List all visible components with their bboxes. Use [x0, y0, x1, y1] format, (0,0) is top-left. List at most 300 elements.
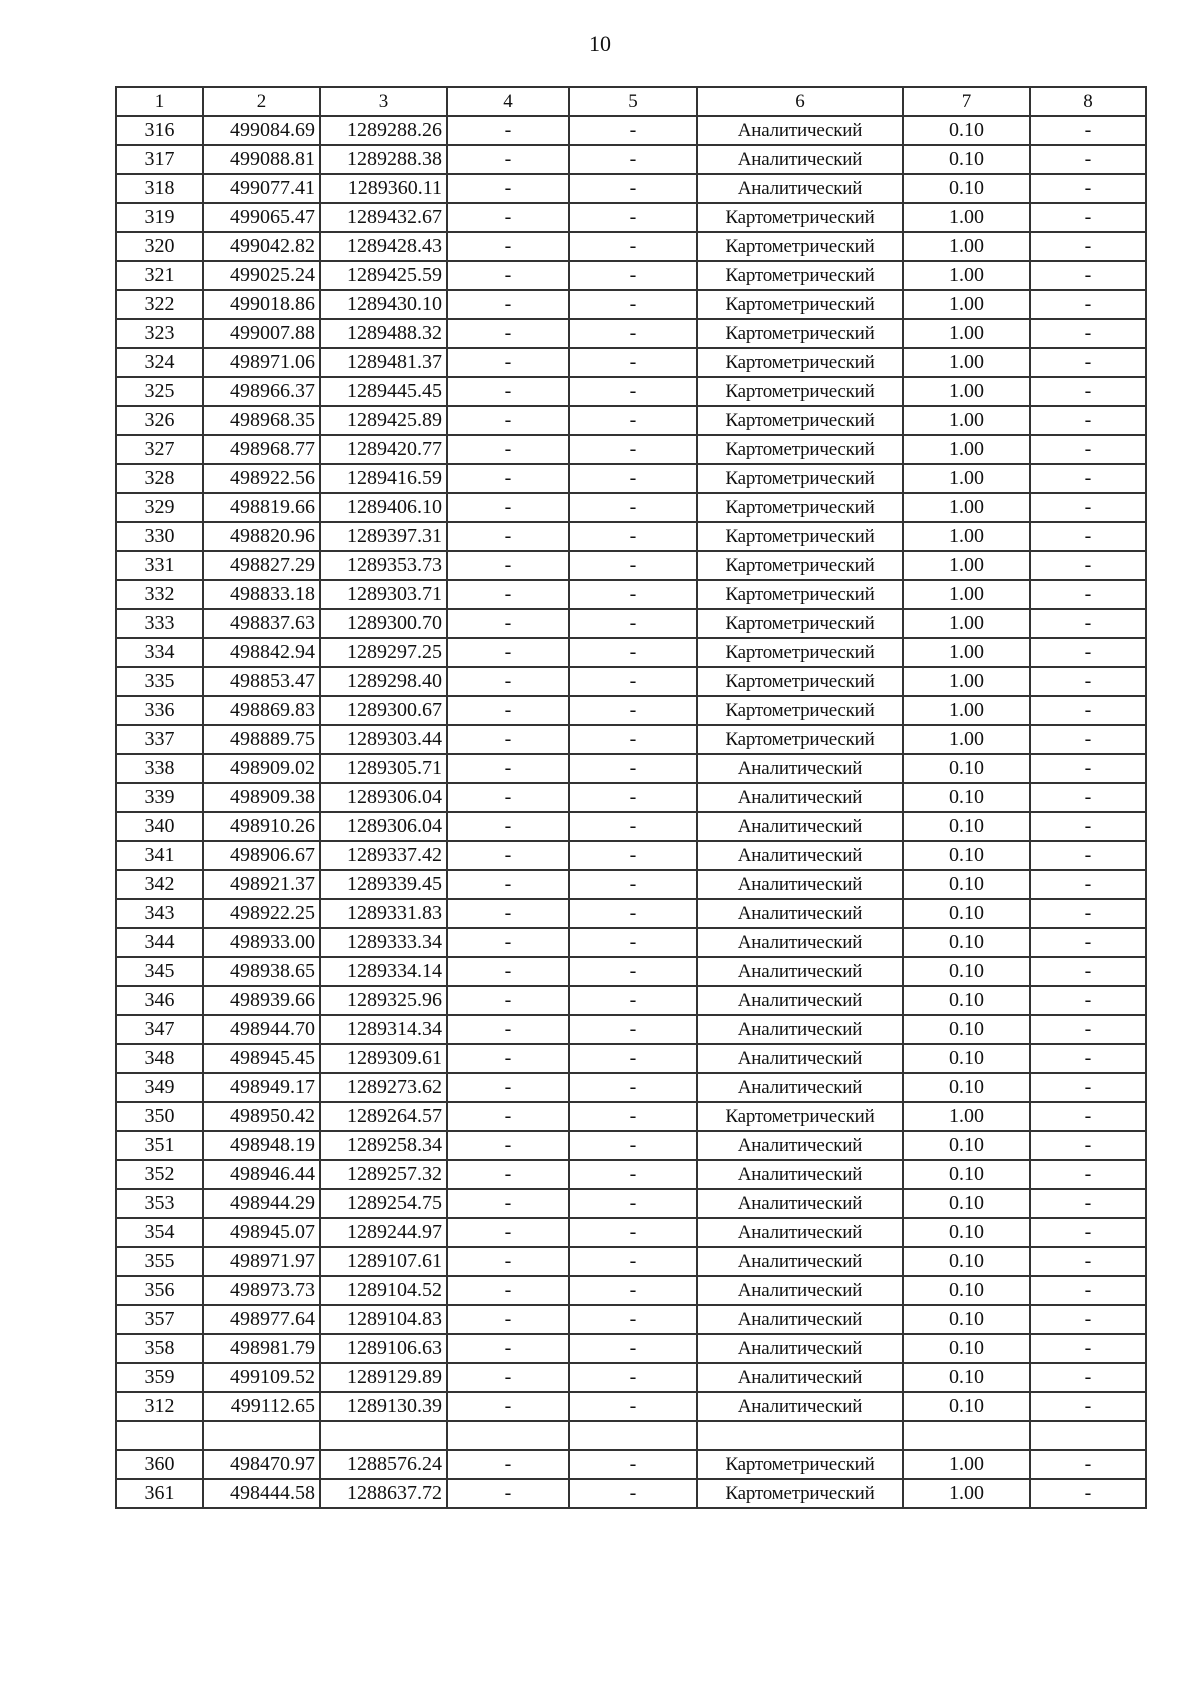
col-8-cell: - — [1030, 435, 1146, 464]
col-4-cell: - — [447, 1189, 569, 1218]
point-number-cell: 350 — [116, 1102, 203, 1131]
point-number-cell: 346 — [116, 986, 203, 1015]
point-number-cell: 340 — [116, 812, 203, 841]
col-8-cell: - — [1030, 348, 1146, 377]
y-coordinate-cell: 1289106.63 — [320, 1334, 447, 1363]
method-cell: Аналитический — [697, 986, 903, 1015]
y-coordinate-cell: 1289353.73 — [320, 551, 447, 580]
col-5-cell: - — [569, 290, 697, 319]
x-coordinate-cell: 498889.75 — [203, 725, 320, 754]
col-5-cell: - — [569, 145, 697, 174]
col-4-cell: - — [447, 174, 569, 203]
point-number-cell: 348 — [116, 1044, 203, 1073]
col-8-cell: - — [1030, 696, 1146, 725]
accuracy-cell: 0.10 — [903, 1305, 1030, 1334]
method-cell: Картометрический — [697, 261, 903, 290]
col-5-cell: - — [569, 638, 697, 667]
method-cell: Аналитический — [697, 812, 903, 841]
method-cell: Аналитический — [697, 783, 903, 812]
method-cell: Картометрический — [697, 1450, 903, 1479]
accuracy-cell: 0.10 — [903, 1276, 1030, 1305]
method-cell: Аналитический — [697, 1334, 903, 1363]
method-cell: Картометрический — [697, 232, 903, 261]
col-4-cell: - — [447, 1479, 569, 1508]
point-number-cell: 321 — [116, 261, 203, 290]
method-cell: Картометрический — [697, 1102, 903, 1131]
table-row — [116, 638, 1146, 667]
x-coordinate-cell: 498968.77 — [203, 435, 320, 464]
table-row — [116, 986, 1146, 1015]
x-coordinate-cell: 498977.64 — [203, 1305, 320, 1334]
accuracy-cell: 1.00 — [903, 580, 1030, 609]
x-coordinate-cell: 499042.82 — [203, 232, 320, 261]
x-coordinate-cell: 498910.26 — [203, 812, 320, 841]
point-number-cell: 327 — [116, 435, 203, 464]
page-number: 10 — [589, 31, 611, 56]
x-coordinate-cell: 499088.81 — [203, 145, 320, 174]
method-cell: Аналитический — [697, 174, 903, 203]
point-number-cell: 344 — [116, 928, 203, 957]
x-coordinate-cell: 499084.69 — [203, 116, 320, 145]
header-cell: 3 — [320, 87, 447, 116]
y-coordinate-cell: 1289488.32 — [320, 319, 447, 348]
y-coordinate-cell: 1289420.77 — [320, 435, 447, 464]
col-4-cell: - — [447, 1102, 569, 1131]
x-coordinate-cell: 498944.29 — [203, 1189, 320, 1218]
col-4-cell: - — [447, 1276, 569, 1305]
point-number-cell: 347 — [116, 1015, 203, 1044]
col-8-cell: - — [1030, 116, 1146, 145]
col-4-cell: - — [447, 377, 569, 406]
header-row — [116, 87, 1146, 116]
col-5-cell: - — [569, 348, 697, 377]
col-8-cell: - — [1030, 986, 1146, 1015]
col-4-cell: - — [447, 435, 569, 464]
method-cell: Картометрический — [697, 493, 903, 522]
x-coordinate-cell: 498946.44 — [203, 1160, 320, 1189]
method-cell: Картометрический — [697, 377, 903, 406]
col-4-cell: - — [447, 1160, 569, 1189]
method-cell: Аналитический — [697, 754, 903, 783]
y-coordinate-cell: 1289244.97 — [320, 1218, 447, 1247]
table-row — [116, 1015, 1146, 1044]
col-8-cell: - — [1030, 1160, 1146, 1189]
table-row — [116, 1334, 1146, 1363]
table-row — [116, 174, 1146, 203]
method-cell: Аналитический — [697, 116, 903, 145]
y-coordinate-cell: 1289306.04 — [320, 783, 447, 812]
method-cell: Картометрический — [697, 696, 903, 725]
col-8-cell: - — [1030, 609, 1146, 638]
col-5-cell: - — [569, 1218, 697, 1247]
x-coordinate-cell: 498869.83 — [203, 696, 320, 725]
accuracy-cell: 1.00 — [903, 203, 1030, 232]
col-4-cell: - — [447, 986, 569, 1015]
accuracy-cell: 0.10 — [903, 841, 1030, 870]
col-4-cell: - — [447, 203, 569, 232]
accuracy-cell: 0.10 — [903, 116, 1030, 145]
col-4-cell — [447, 1421, 569, 1450]
accuracy-cell: 0.10 — [903, 174, 1030, 203]
y-coordinate-cell: 1288576.24 — [320, 1450, 447, 1479]
col-8-cell: - — [1030, 1102, 1146, 1131]
col-5-cell: - — [569, 957, 697, 986]
col-5-cell: - — [569, 870, 697, 899]
col-8-cell: - — [1030, 1015, 1146, 1044]
table-row — [116, 145, 1146, 174]
table-row — [116, 1073, 1146, 1102]
y-coordinate-cell: 1289425.59 — [320, 261, 447, 290]
col-5-cell: - — [569, 754, 697, 783]
col-5-cell: - — [569, 1334, 697, 1363]
col-8-cell: - — [1030, 783, 1146, 812]
x-coordinate-cell: 499077.41 — [203, 174, 320, 203]
col-8-cell: - — [1030, 1392, 1146, 1421]
col-5-cell: - — [569, 116, 697, 145]
method-cell: Картометрический — [697, 580, 903, 609]
table-row — [116, 290, 1146, 319]
col-5-cell: - — [569, 899, 697, 928]
point-number-cell: 329 — [116, 493, 203, 522]
point-number-cell: 326 — [116, 406, 203, 435]
method-cell: Картометрический — [697, 725, 903, 754]
x-coordinate-cell: 498981.79 — [203, 1334, 320, 1363]
y-coordinate-cell: 1289303.71 — [320, 580, 447, 609]
col-8-cell: - — [1030, 1334, 1146, 1363]
x-coordinate-cell: 498933.00 — [203, 928, 320, 957]
col-5-cell: - — [569, 783, 697, 812]
point-number-cell: 336 — [116, 696, 203, 725]
y-coordinate-cell: 1289254.75 — [320, 1189, 447, 1218]
accuracy-cell: 0.10 — [903, 1160, 1030, 1189]
table-row — [116, 899, 1146, 928]
x-coordinate-cell: 498945.07 — [203, 1218, 320, 1247]
col-5-cell: - — [569, 551, 697, 580]
col-5-cell: - — [569, 1305, 697, 1334]
col-5-cell: - — [569, 435, 697, 464]
table-row — [116, 435, 1146, 464]
method-cell: Аналитический — [697, 145, 903, 174]
header-cell: 5 — [569, 87, 697, 116]
col-8-cell: - — [1030, 1479, 1146, 1508]
col-8-cell: - — [1030, 1363, 1146, 1392]
col-4-cell: - — [447, 551, 569, 580]
col-4-cell: - — [447, 1392, 569, 1421]
y-coordinate-cell: 1289104.83 — [320, 1305, 447, 1334]
point-number-cell: 349 — [116, 1073, 203, 1102]
col-5-cell: - — [569, 377, 697, 406]
accuracy-cell: 1.00 — [903, 1450, 1030, 1479]
point-number-cell: 323 — [116, 319, 203, 348]
y-coordinate-cell: 1289130.39 — [320, 1392, 447, 1421]
col-4-cell: - — [447, 1334, 569, 1363]
col-4-cell: - — [447, 1305, 569, 1334]
col-5-cell: - — [569, 464, 697, 493]
col-8-cell: - — [1030, 290, 1146, 319]
coordinates-table — [115, 86, 1147, 1509]
y-coordinate-cell: 1289298.40 — [320, 667, 447, 696]
y-coordinate-cell: 1289303.44 — [320, 725, 447, 754]
y-coordinate-cell: 1289428.43 — [320, 232, 447, 261]
accuracy-cell: 0.10 — [903, 783, 1030, 812]
y-coordinate-cell: 1289300.70 — [320, 609, 447, 638]
y-coordinate-cell: 1289339.45 — [320, 870, 447, 899]
col-5-cell: - — [569, 667, 697, 696]
accuracy-cell — [903, 1421, 1030, 1450]
col-8-cell: - — [1030, 464, 1146, 493]
x-coordinate-cell: 498819.66 — [203, 493, 320, 522]
col-4-cell: - — [447, 1450, 569, 1479]
y-coordinate-cell: 1289360.11 — [320, 174, 447, 203]
x-coordinate-cell: 498906.67 — [203, 841, 320, 870]
table-row — [116, 1102, 1146, 1131]
table-row — [116, 1160, 1146, 1189]
col-5-cell: - — [569, 696, 697, 725]
y-coordinate-cell: 1289288.26 — [320, 116, 447, 145]
header-cell: 6 — [697, 87, 903, 116]
table-row — [116, 551, 1146, 580]
y-coordinate-cell: 1289264.57 — [320, 1102, 447, 1131]
x-coordinate-cell: 498827.29 — [203, 551, 320, 580]
accuracy-cell: 0.10 — [903, 1131, 1030, 1160]
header-cell: 4 — [447, 87, 569, 116]
x-coordinate-cell: 498939.66 — [203, 986, 320, 1015]
col-4-cell: - — [447, 1073, 569, 1102]
y-coordinate-cell: 1289258.34 — [320, 1131, 447, 1160]
col-5-cell: - — [569, 812, 697, 841]
y-coordinate-cell: 1289257.32 — [320, 1160, 447, 1189]
col-5-cell: - — [569, 203, 697, 232]
accuracy-cell: 1.00 — [903, 435, 1030, 464]
method-cell: Аналитический — [697, 1363, 903, 1392]
point-number-cell: 351 — [116, 1131, 203, 1160]
accuracy-cell: 1.00 — [903, 348, 1030, 377]
method-cell: Аналитический — [697, 1305, 903, 1334]
col-4-cell: - — [447, 493, 569, 522]
accuracy-cell: 0.10 — [903, 1363, 1030, 1392]
header-cell: 8 — [1030, 87, 1146, 116]
x-coordinate-cell: 499065.47 — [203, 203, 320, 232]
col-4-cell: - — [447, 609, 569, 638]
col-8-cell: - — [1030, 725, 1146, 754]
x-coordinate-cell: 498470.97 — [203, 1450, 320, 1479]
y-coordinate-cell: 1289314.34 — [320, 1015, 447, 1044]
point-number-cell: 358 — [116, 1334, 203, 1363]
method-cell — [697, 1421, 903, 1450]
table-row — [116, 493, 1146, 522]
table-row — [116, 406, 1146, 435]
table-row — [116, 1479, 1146, 1508]
point-number-cell: 324 — [116, 348, 203, 377]
accuracy-cell: 1.00 — [903, 406, 1030, 435]
method-cell: Картометрический — [697, 1479, 903, 1508]
col-8-cell: - — [1030, 841, 1146, 870]
method-cell: Аналитический — [697, 1189, 903, 1218]
x-coordinate-cell: 498971.97 — [203, 1247, 320, 1276]
method-cell: Аналитический — [697, 841, 903, 870]
col-4-cell: - — [447, 348, 569, 377]
y-coordinate-cell: 1289300.67 — [320, 696, 447, 725]
table-row — [116, 1247, 1146, 1276]
table-row — [116, 957, 1146, 986]
col-8-cell: - — [1030, 203, 1146, 232]
point-number-cell: 353 — [116, 1189, 203, 1218]
col-8-cell: - — [1030, 406, 1146, 435]
accuracy-cell: 0.10 — [903, 1334, 1030, 1363]
x-coordinate-cell: 498444.58 — [203, 1479, 320, 1508]
accuracy-cell: 1.00 — [903, 261, 1030, 290]
col-8-cell: - — [1030, 638, 1146, 667]
accuracy-cell: 0.10 — [903, 812, 1030, 841]
method-cell: Картометрический — [697, 406, 903, 435]
point-number-cell: 331 — [116, 551, 203, 580]
accuracy-cell: 1.00 — [903, 1102, 1030, 1131]
y-coordinate-cell: 1289432.67 — [320, 203, 447, 232]
y-coordinate-cell: 1289430.10 — [320, 290, 447, 319]
table-row — [116, 841, 1146, 870]
accuracy-cell: 1.00 — [903, 667, 1030, 696]
method-cell: Аналитический — [697, 1015, 903, 1044]
col-5-cell: - — [569, 1131, 697, 1160]
y-coordinate-cell: 1289309.61 — [320, 1044, 447, 1073]
col-5-cell: - — [569, 928, 697, 957]
col-8-cell: - — [1030, 928, 1146, 957]
table-row — [116, 812, 1146, 841]
table-row — [116, 1305, 1146, 1334]
col-8-cell: - — [1030, 377, 1146, 406]
point-number-cell: 339 — [116, 783, 203, 812]
method-cell: Картометрический — [697, 638, 903, 667]
accuracy-cell: 1.00 — [903, 319, 1030, 348]
col-4-cell: - — [447, 1363, 569, 1392]
col-4-cell: - — [447, 928, 569, 957]
accuracy-cell: 1.00 — [903, 696, 1030, 725]
point-number-cell: 322 — [116, 290, 203, 319]
col-5-cell: - — [569, 493, 697, 522]
y-coordinate-cell: 1289331.83 — [320, 899, 447, 928]
col-5-cell: - — [569, 1160, 697, 1189]
col-8-cell: - — [1030, 1073, 1146, 1102]
col-8-cell: - — [1030, 1189, 1146, 1218]
table-row — [116, 1044, 1146, 1073]
point-number-cell: 317 — [116, 145, 203, 174]
y-coordinate-cell: 1289107.61 — [320, 1247, 447, 1276]
point-number-cell: 312 — [116, 1392, 203, 1421]
col-5-cell: - — [569, 1189, 697, 1218]
point-number-cell: 337 — [116, 725, 203, 754]
x-coordinate-cell: 498922.25 — [203, 899, 320, 928]
accuracy-cell: 0.10 — [903, 145, 1030, 174]
table-row — [116, 783, 1146, 812]
header-cell: 1 — [116, 87, 203, 116]
point-number-cell — [116, 1421, 203, 1450]
col-8-cell: - — [1030, 261, 1146, 290]
col-5-cell: - — [569, 174, 697, 203]
col-4-cell: - — [447, 1247, 569, 1276]
point-number-cell: 335 — [116, 667, 203, 696]
col-5-cell: - — [569, 1363, 697, 1392]
col-4-cell: - — [447, 580, 569, 609]
col-4-cell: - — [447, 1218, 569, 1247]
accuracy-cell: 0.10 — [903, 899, 1030, 928]
table-body — [116, 116, 1146, 1508]
method-cell: Картометрический — [697, 319, 903, 348]
col-4-cell: - — [447, 957, 569, 986]
method-cell: Картометрический — [697, 435, 903, 464]
x-coordinate-cell: 498948.19 — [203, 1131, 320, 1160]
table-row — [116, 928, 1146, 957]
method-cell: Аналитический — [697, 928, 903, 957]
col-5-cell: - — [569, 1073, 697, 1102]
y-coordinate-cell: 1289273.62 — [320, 1073, 447, 1102]
col-8-cell: - — [1030, 812, 1146, 841]
col-5-cell: - — [569, 1044, 697, 1073]
accuracy-cell: 0.10 — [903, 870, 1030, 899]
table-row — [116, 377, 1146, 406]
col-5-cell: - — [569, 841, 697, 870]
col-5-cell: - — [569, 232, 697, 261]
x-coordinate-cell: 498973.73 — [203, 1276, 320, 1305]
col-8-cell: - — [1030, 899, 1146, 928]
accuracy-cell: 1.00 — [903, 725, 1030, 754]
method-cell: Картометрический — [697, 203, 903, 232]
x-coordinate-cell: 498820.96 — [203, 522, 320, 551]
col-4-cell: - — [447, 406, 569, 435]
x-coordinate-cell: 498921.37 — [203, 870, 320, 899]
x-coordinate-cell: 498944.70 — [203, 1015, 320, 1044]
col-5-cell: - — [569, 261, 697, 290]
col-4-cell: - — [447, 812, 569, 841]
y-coordinate-cell: 1289333.34 — [320, 928, 447, 957]
table-row — [116, 580, 1146, 609]
y-coordinate-cell: 1289334.14 — [320, 957, 447, 986]
x-coordinate-cell: 498842.94 — [203, 638, 320, 667]
accuracy-cell: 0.10 — [903, 754, 1030, 783]
col-5-cell: - — [569, 1479, 697, 1508]
method-cell: Картометрический — [697, 522, 903, 551]
accuracy-cell: 1.00 — [903, 638, 1030, 667]
col-5-cell: - — [569, 319, 697, 348]
accuracy-cell: 1.00 — [903, 232, 1030, 261]
method-cell: Аналитический — [697, 1131, 903, 1160]
x-coordinate-cell: 498971.06 — [203, 348, 320, 377]
col-8-cell: - — [1030, 232, 1146, 261]
x-coordinate-cell: 499109.52 — [203, 1363, 320, 1392]
table-row — [116, 667, 1146, 696]
col-8-cell: - — [1030, 1131, 1146, 1160]
table-row — [116, 1392, 1146, 1421]
method-cell: Картометрический — [697, 348, 903, 377]
point-number-cell: 338 — [116, 754, 203, 783]
method-cell: Аналитический — [697, 899, 903, 928]
x-coordinate-cell: 499007.88 — [203, 319, 320, 348]
accuracy-cell: 0.10 — [903, 1247, 1030, 1276]
col-8-cell: - — [1030, 145, 1146, 174]
x-coordinate-cell: 498833.18 — [203, 580, 320, 609]
col-8-cell: - — [1030, 957, 1146, 986]
point-number-cell: 355 — [116, 1247, 203, 1276]
y-coordinate-cell: 1289481.37 — [320, 348, 447, 377]
col-5-cell: - — [569, 1015, 697, 1044]
col-4-cell: - — [447, 116, 569, 145]
table-row — [116, 696, 1146, 725]
col-4-cell: - — [447, 319, 569, 348]
col-5-cell: - — [569, 1392, 697, 1421]
accuracy-cell: 0.10 — [903, 957, 1030, 986]
col-4-cell: - — [447, 261, 569, 290]
header-cell: 2 — [203, 87, 320, 116]
point-number-cell: 359 — [116, 1363, 203, 1392]
